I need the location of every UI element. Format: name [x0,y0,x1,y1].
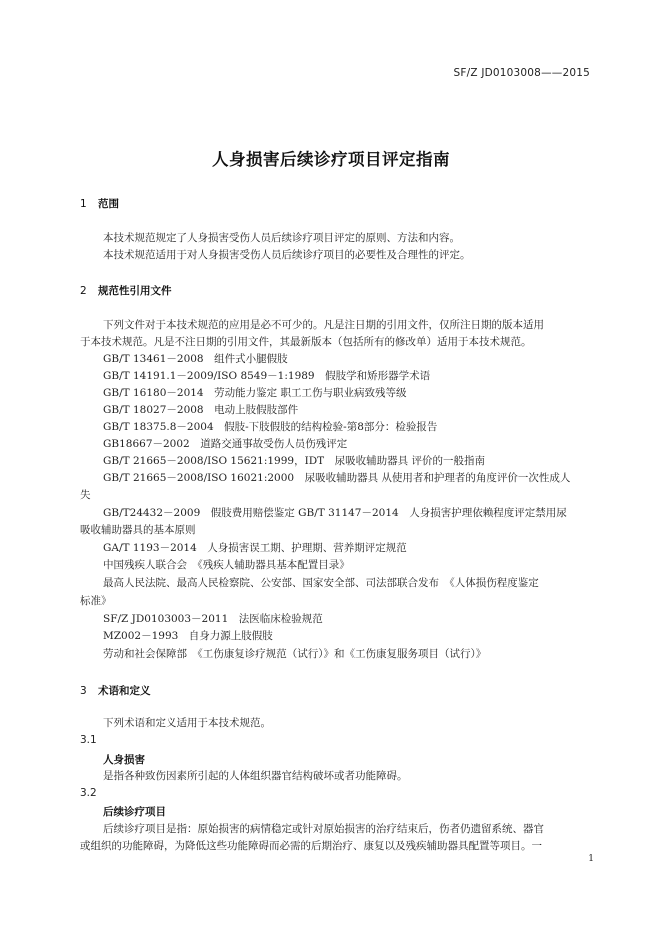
reference-item-continued: 吸收辅助器具的基本原则 [80,524,196,536]
reference-item: 中国残疾人联合会 《残疾人辅助器具基本配置目录》 [103,559,350,571]
reference-item: SF/Z JD0103003－2011 法医临床检验规范 [103,613,323,625]
reference-item: GB/T 14191.1－2009/ISO 8549－1:1989 假肢学和矫形器学术语 [103,370,431,382]
term-definition-continued: 或组织的功能障碍，为降低这些功能障碍而必需的后期治疗、康复以及残疾辅助器具配置等项目。一 [80,840,542,852]
paragraph-line: 本技术规范适用于对人身损害受伤人员后续诊疗项目的必要性及合理性的评定。 [103,249,471,261]
term-number: 3.2 [80,787,97,799]
reference-item: 劳动和社会保障部 《工伤康复诊疗规范（试行）》和《工伤康复服务项目（试行）》 [103,648,487,660]
paragraph-line: 下列文件对于本技术规范的应用是必不可少的。凡是注日期的引用文件，仅所注日期的版本适用 [103,319,544,331]
reference-item-continued: 失 [80,489,91,501]
paragraph-line: 于本技术规范。凡是不注日期的引用文件，其最新版本（包括所有的修改单）适用于本技术规范。 [80,336,532,348]
section-heading-references [80,283,172,298]
term-number: 3.1 [80,734,97,746]
section-number: 1 [80,198,87,210]
section-heading-terms [80,683,151,698]
paragraph-line: 下列术语和定义适用于本技术规范。 [103,717,271,729]
section-title: 规范性引用文件 [98,285,172,297]
reference-item: GB/T 13461－2008 组件式小腿假肢 [103,353,288,365]
section-title: 范围 [98,198,119,210]
page-title: 人身损害后续诊疗项目评定指南 [212,150,450,169]
reference-item: GB/T 21665－2008/ISO 16021:2000 尿吸收辅助器具 从使用者和护理者的角度评价一次性成人 [103,472,571,484]
term-definition: 是指各种致伤因素所引起的人体组织器官结构破坏或者功能障碍。 [103,770,408,782]
reference-item: GA/T 1193－2014 人身损害误工期、护理期、营养期评定规范 [103,542,407,554]
page-number: 1 [588,854,594,864]
term-name: 人身损害 [103,754,145,766]
reference-item: GB/T 18027－2008 电动上肢假肢部件 [103,404,299,416]
term-name: 后续诊疗项目 [103,806,166,818]
section-heading-scope [80,196,119,211]
paragraph-line: 本技术规范规定了人身损害受伤人员后续诊疗项目评定的原则、方法和内容。 [103,232,460,244]
section-number: 2 [80,285,87,297]
reference-item: GB/T 16180－2014 劳动能力鉴定 职工工伤与职业病致残等级 [103,387,407,399]
reference-item-continued: 标准》 [80,595,112,607]
reference-item: 最高人民法院、最高人民检察院、公安部、国家安全部、司法部联合发布 《人体损伤程度鉴定 [103,577,539,589]
reference-item: GB/T24432－2009 假肢费用赔偿鉴定 GB/T 31147－2014 人身损害护理依赖程度评定禁用尿 [103,507,567,519]
reference-item: GB18667－2002 道路交通事故受伤人员伤残评定 [103,438,348,450]
standard-code: SF/Z JD0103008——2015 [453,67,590,79]
term-definition: 后续诊疗项目是指：原始损害的病情稳定或针对原始损害的治疗结束后，伤者仍遗留系统、器官 [103,823,544,835]
reference-item: MZ002－1993 自身力源上肢假肢 [103,630,273,642]
reference-item: GB/T 21665－2008/ISO 15621:1999，IDT 尿吸收辅助器具 评价的一般指南 [103,455,485,467]
section-number: 3 [80,685,87,697]
reference-item: GB/T 18375.8－2004 假肢-下肢假肢的结构检验-第8部分：检验报告 [103,421,438,433]
section-title: 术语和定义 [98,685,151,697]
